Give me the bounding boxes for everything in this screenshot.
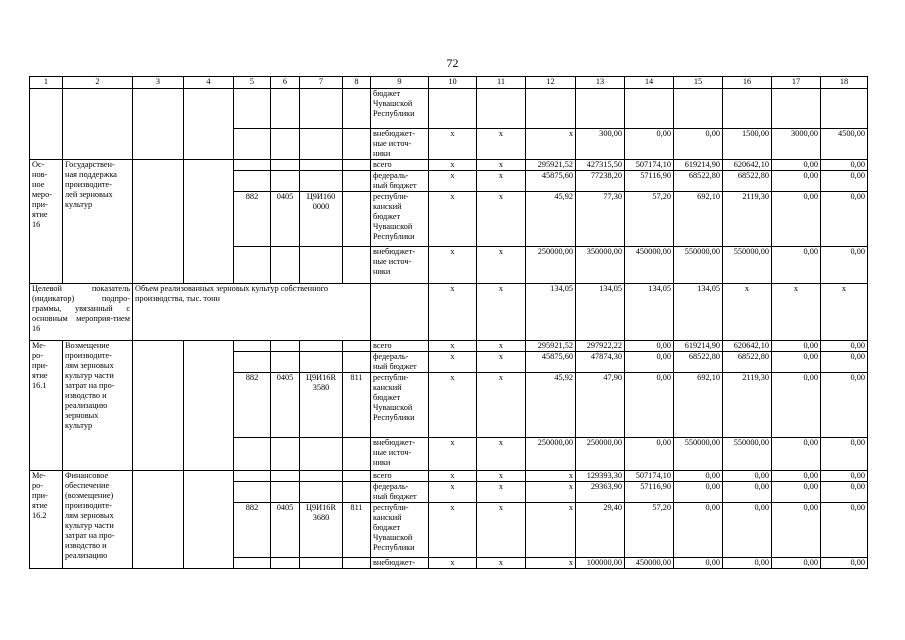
- value-cell: 77238,20: [576, 171, 625, 192]
- code-cell: [343, 160, 371, 171]
- value-cell: 250000,00: [526, 247, 576, 284]
- funding-source: бюджет Чувашской Республики: [371, 89, 429, 129]
- value-cell: 134,05: [674, 284, 723, 341]
- value-cell: 0,00: [625, 129, 674, 160]
- value-cell: x: [429, 558, 477, 569]
- value-cell: [674, 89, 723, 129]
- column-number: 18: [821, 77, 868, 89]
- value-cell: 0,00: [821, 482, 868, 503]
- value-cell: 619214,90: [674, 341, 723, 352]
- code-cell: [300, 471, 343, 482]
- value-cell: 295921,52: [526, 341, 576, 352]
- code-cell: [271, 482, 300, 503]
- value-cell: 0,00: [674, 129, 723, 160]
- value-cell: 0,00: [625, 341, 674, 352]
- value-cell: x: [772, 284, 821, 341]
- value-cell: 450000,00: [625, 247, 674, 284]
- code-cell: [300, 171, 343, 192]
- column-number: 13: [576, 77, 625, 89]
- value-cell: x: [429, 284, 477, 341]
- value-cell: 297922,22: [576, 341, 625, 352]
- code-cell: [300, 341, 343, 352]
- value-cell: x: [477, 247, 526, 284]
- value-cell: x: [526, 558, 576, 569]
- event-name: Возмещение производите- лям зерновых культур части затрат на про- изводство и реализацию зерновых культур: [63, 341, 133, 471]
- column-number: 9: [371, 77, 429, 89]
- value-cell: 0,00: [723, 558, 772, 569]
- value-cell: 45875,60: [526, 171, 576, 192]
- code-cell: [234, 471, 271, 482]
- value-cell: [625, 89, 674, 129]
- value-cell: 100000,00: [576, 558, 625, 569]
- value-cell: [576, 89, 625, 129]
- funding-source: внебюджет- ные источ- ники: [371, 247, 429, 284]
- value-cell: 0,00: [674, 471, 723, 482]
- vr-code: 811: [343, 503, 371, 558]
- column-number: 8: [343, 77, 371, 89]
- csr-code: Ц9И16R 3680: [300, 503, 343, 558]
- value-cell: 57116,90: [625, 482, 674, 503]
- code-cell: [234, 247, 271, 284]
- code-cell: [343, 89, 371, 129]
- value-cell: 0,00: [772, 558, 821, 569]
- funding-source: [371, 284, 429, 341]
- value-cell: x: [429, 171, 477, 192]
- rzpr-code: 0405: [271, 503, 300, 558]
- code-cell: [234, 352, 271, 373]
- value-cell: 1500,00: [723, 129, 772, 160]
- value-cell: 0,00: [772, 171, 821, 192]
- value-cell: [526, 89, 576, 129]
- code-cell: [300, 89, 343, 129]
- column-number: 17: [772, 77, 821, 89]
- value-cell: 47,90: [576, 373, 625, 438]
- value-cell: x: [477, 482, 526, 503]
- coexecutor-cell: [184, 341, 234, 471]
- column-number: 12: [526, 77, 576, 89]
- value-cell: 77,30: [576, 192, 625, 247]
- event-label: Ме- ро- при- ятие 16.2: [30, 471, 63, 569]
- rzpr-code: 0405: [271, 192, 300, 247]
- value-cell: [821, 89, 868, 129]
- value-cell: 4500,00: [821, 129, 868, 160]
- value-cell: 0,00: [772, 247, 821, 284]
- executor-cell: [133, 471, 184, 569]
- value-cell: 68522,80: [723, 171, 772, 192]
- funding-source: федераль- ный бюджет: [371, 482, 429, 503]
- column-number: 2: [63, 77, 133, 89]
- value-cell: 0,00: [723, 482, 772, 503]
- column-number: 4: [184, 77, 234, 89]
- value-cell: 295921,52: [526, 160, 576, 171]
- funding-source: всего: [371, 341, 429, 352]
- value-cell: 250000,00: [576, 438, 625, 471]
- value-cell: 550000,00: [674, 438, 723, 471]
- value-cell: 0,00: [723, 471, 772, 482]
- code-cell: [234, 171, 271, 192]
- value-cell: 0,00: [821, 373, 868, 438]
- table-row: [30, 89, 868, 129]
- code-cell: [300, 352, 343, 373]
- code-cell: [271, 171, 300, 192]
- column-number: 15: [674, 77, 723, 89]
- column-number: 1: [30, 77, 63, 89]
- value-cell: 0,00: [625, 373, 674, 438]
- vr-code: 811: [343, 373, 371, 438]
- value-cell: x: [429, 352, 477, 373]
- code-cell: [271, 558, 300, 569]
- value-cell: 0,00: [821, 558, 868, 569]
- value-cell: x: [526, 503, 576, 558]
- value-cell: x: [477, 438, 526, 471]
- value-cell: x: [429, 438, 477, 471]
- value-cell: x: [429, 373, 477, 438]
- value-cell: 507174,10: [625, 471, 674, 482]
- code-cell: [234, 129, 271, 160]
- code-cell: [271, 352, 300, 373]
- code-cell: [234, 341, 271, 352]
- value-cell: 57116,90: [625, 171, 674, 192]
- value-cell: x: [429, 471, 477, 482]
- column-number: 7: [300, 77, 343, 89]
- code-cell: [343, 129, 371, 160]
- target-indicator-label: Целевой показатель (индикатор) подпро-граммы, увязанный с основным мероприя-тием 16: [30, 284, 133, 341]
- value-cell: 692,10: [674, 192, 723, 247]
- value-cell: 0,00: [821, 438, 868, 471]
- value-cell: x: [477, 129, 526, 160]
- program-funding-table: [29, 76, 868, 569]
- value-cell: x: [526, 471, 576, 482]
- header-row: [30, 77, 868, 89]
- code-cell: [343, 482, 371, 503]
- coexecutor-cell: [184, 160, 234, 284]
- value-cell: 0,00: [772, 438, 821, 471]
- value-cell: 45875,60: [526, 352, 576, 373]
- code-cell: [234, 482, 271, 503]
- value-cell: x: [429, 129, 477, 160]
- value-cell: x: [477, 160, 526, 171]
- value-cell: 692,10: [674, 373, 723, 438]
- code-cell: [234, 438, 271, 471]
- value-cell: 550000,00: [723, 438, 772, 471]
- code-cell: [271, 129, 300, 160]
- value-cell: 0,00: [674, 558, 723, 569]
- value-cell: 29363,90: [576, 482, 625, 503]
- value-cell: 0,00: [821, 352, 868, 373]
- value-cell: 0,00: [821, 160, 868, 171]
- csr-code: Ц9И160 0000: [300, 192, 343, 247]
- code-cell: [343, 341, 371, 352]
- value-cell: 45,92: [526, 192, 576, 247]
- code-cell: [234, 558, 271, 569]
- code-cell: [271, 438, 300, 471]
- grbs-code: 882: [234, 192, 271, 247]
- funding-source: республи- канский бюджет Чувашской Республики: [371, 192, 429, 247]
- code-cell: [300, 438, 343, 471]
- value-cell: x: [821, 284, 868, 341]
- value-cell: 620642,10: [723, 160, 772, 171]
- code-cell: [271, 89, 300, 129]
- column-number: 16: [723, 77, 772, 89]
- value-cell: 68522,80: [674, 171, 723, 192]
- value-cell: 0,00: [772, 482, 821, 503]
- value-cell: x: [477, 373, 526, 438]
- table-row: [30, 341, 868, 352]
- value-cell: 29,40: [576, 503, 625, 558]
- value-cell: 0,00: [821, 341, 868, 352]
- funding-source: федераль- ный бюджет: [371, 171, 429, 192]
- value-cell: 550000,00: [723, 247, 772, 284]
- column-number: 3: [133, 77, 184, 89]
- event-label: Ос- нов- ное меро- при- ятие 16: [30, 160, 63, 284]
- value-cell: 0,00: [723, 503, 772, 558]
- value-cell: 134,05: [526, 284, 576, 341]
- event-name-cell: [63, 89, 133, 160]
- executor-cell: [133, 89, 184, 160]
- value-cell: 550000,00: [674, 247, 723, 284]
- value-cell: [772, 89, 821, 129]
- vr-code: [343, 192, 371, 247]
- code-cell: [234, 89, 271, 129]
- column-number: 11: [477, 77, 526, 89]
- value-cell: 427315,50: [576, 160, 625, 171]
- value-cell: 0,00: [821, 171, 868, 192]
- value-cell: x: [429, 247, 477, 284]
- value-cell: 620642,10: [723, 341, 772, 352]
- funding-source: республи- канский бюджет Чувашской Республики: [371, 373, 429, 438]
- funding-source: всего: [371, 471, 429, 482]
- executor-cell: [133, 160, 184, 284]
- value-cell: 0,00: [821, 471, 868, 482]
- code-cell: [271, 471, 300, 482]
- value-cell: 300,00: [576, 129, 625, 160]
- value-cell: 2119,30: [723, 192, 772, 247]
- value-cell: x: [429, 341, 477, 352]
- event-name: Государствен- ная поддержка производите- лей зерновых культур: [63, 160, 133, 284]
- value-cell: 2119,30: [723, 373, 772, 438]
- column-number: 14: [625, 77, 674, 89]
- value-cell: 0,00: [674, 482, 723, 503]
- value-cell: 0,00: [772, 341, 821, 352]
- value-cell: [429, 89, 477, 129]
- value-cell: 3000,00: [772, 129, 821, 160]
- value-cell: 134,05: [625, 284, 674, 341]
- page-number: 72: [446, 56, 459, 70]
- code-cell: [343, 471, 371, 482]
- event-name: Финансовое обеспечение (возмещение) производите- лям зерновых культур части затрат на про- изводство и реализацию: [63, 471, 133, 569]
- value-cell: 129393,30: [576, 471, 625, 482]
- code-cell: [271, 341, 300, 352]
- value-cell: x: [429, 192, 477, 247]
- value-cell: 0,00: [772, 373, 821, 438]
- value-cell: 0,00: [674, 503, 723, 558]
- code-cell: [300, 247, 343, 284]
- value-cell: x: [477, 341, 526, 352]
- value-cell: x: [477, 471, 526, 482]
- value-cell: 45,92: [526, 373, 576, 438]
- code-cell: [300, 129, 343, 160]
- value-cell: 0,00: [772, 160, 821, 171]
- value-cell: x: [477, 558, 526, 569]
- value-cell: x: [723, 284, 772, 341]
- event-label: Ме- ро- при- ятие 16.1: [30, 341, 63, 471]
- column-number: 5: [234, 77, 271, 89]
- value-cell: 450000,00: [625, 558, 674, 569]
- code-cell: [271, 160, 300, 171]
- value-cell: [477, 89, 526, 129]
- coexecutor-cell: [184, 471, 234, 569]
- target-indicator-text: Объем реализованных зерновых культур собственного производства, тыс. тонн: [133, 284, 371, 341]
- code-cell: [234, 160, 271, 171]
- value-cell: 134,05: [576, 284, 625, 341]
- value-cell: 68522,80: [674, 352, 723, 373]
- value-cell: x: [477, 352, 526, 373]
- rzpr-code: 0405: [271, 373, 300, 438]
- coexecutor-cell: [184, 89, 234, 160]
- value-cell: x: [477, 284, 526, 341]
- value-cell: 57,20: [625, 503, 674, 558]
- value-cell: x: [477, 171, 526, 192]
- value-cell: x: [429, 160, 477, 171]
- code-cell: [271, 247, 300, 284]
- value-cell: x: [526, 129, 576, 160]
- code-cell: [343, 438, 371, 471]
- code-cell: [300, 160, 343, 171]
- value-cell: 47874,30: [576, 352, 625, 373]
- value-cell: x: [477, 503, 526, 558]
- value-cell: 0,00: [625, 438, 674, 471]
- value-cell: 0,00: [821, 192, 868, 247]
- grbs-code: 882: [234, 503, 271, 558]
- funding-source: внебюджет- ные источ- ники: [371, 438, 429, 471]
- event-label-cell: [30, 89, 63, 160]
- table-row: [30, 471, 868, 482]
- value-cell: 0,00: [821, 503, 868, 558]
- value-cell: 507174,10: [625, 160, 674, 171]
- value-cell: 0,00: [625, 352, 674, 373]
- code-cell: [300, 558, 343, 569]
- value-cell: 0,00: [772, 192, 821, 247]
- value-cell: x: [526, 482, 576, 503]
- value-cell: 0,00: [772, 503, 821, 558]
- column-number: 10: [429, 77, 477, 89]
- value-cell: x: [429, 503, 477, 558]
- value-cell: 0,00: [821, 247, 868, 284]
- executor-cell: [133, 341, 184, 471]
- value-cell: 350000,00: [576, 247, 625, 284]
- code-cell: [343, 558, 371, 569]
- funding-source: всего: [371, 160, 429, 171]
- value-cell: 0,00: [772, 471, 821, 482]
- funding-source: федераль- ный бюджет: [371, 352, 429, 373]
- value-cell: 250000,00: [526, 438, 576, 471]
- table-row: [30, 160, 868, 171]
- funding-source: внебюджет-: [371, 558, 429, 569]
- funding-source: внебюджет- ные источ- ники: [371, 129, 429, 160]
- code-cell: [343, 171, 371, 192]
- column-number: 6: [271, 77, 300, 89]
- csr-code: Ц9И16R 3580: [300, 373, 343, 438]
- value-cell: 68522,80: [723, 352, 772, 373]
- value-cell: 619214,90: [674, 160, 723, 171]
- code-cell: [343, 352, 371, 373]
- value-cell: x: [429, 482, 477, 503]
- value-cell: 57,20: [625, 192, 674, 247]
- grbs-code: 882: [234, 373, 271, 438]
- code-cell: [300, 482, 343, 503]
- table-row: [30, 284, 868, 341]
- value-cell: 0,00: [772, 352, 821, 373]
- value-cell: x: [477, 192, 526, 247]
- funding-source: республи- канский бюджет Чувашской Республики: [371, 503, 429, 558]
- code-cell: [343, 247, 371, 284]
- value-cell: [723, 89, 772, 129]
